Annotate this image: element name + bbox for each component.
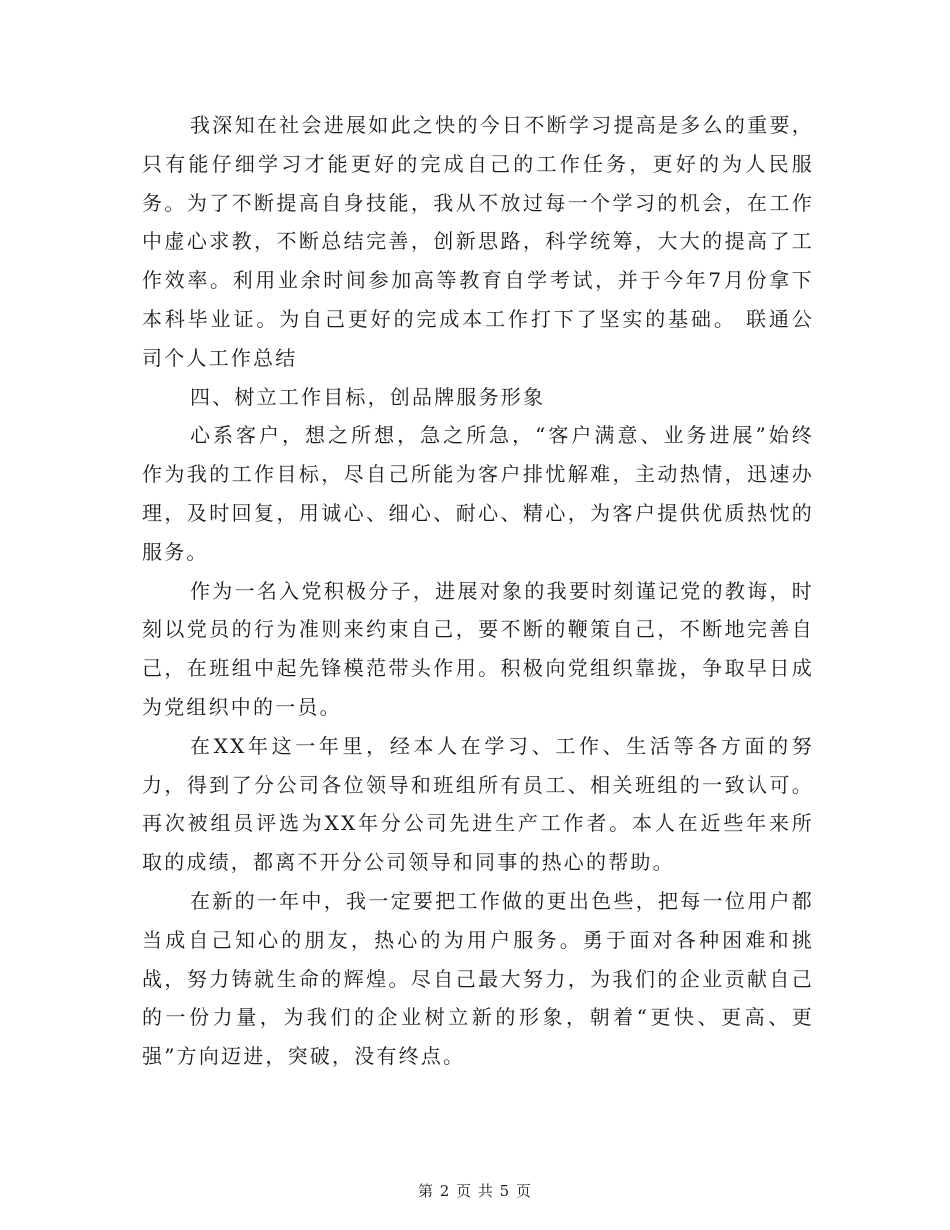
paragraph-study: 我深知在社会进展如此之快的今日不断学习提高是多么的重要，只有能仔细学习才能更好的完成自己的工作任务，更好的为人民服务。为了不断提高自身技能，我从不放过每一个学习的机会，在工作中虚心求教，不断总结完善，创新思路，科学统筹，大大的提高了工作效率。利用业余时间参加高等教育自学考试，并于今年7月份拿下本科毕业证。为自己更好的完成本工作打下了坚实的基础。 联通公司个人工作总结 (142, 113, 814, 370)
paragraph-customer: 心系客户，想之所想，急之所急，“客户满意、业务进展”始终作为我的工作目标，尽自己所能为客户排忧解难，主动热情，迅速办理，及时回复，用诚心、细心、耐心、精心，为客户提供优质热忱的服务。 (142, 423, 814, 564)
paragraph-new-year: 在新的一年中，我一定要把工作做的更出色些，把每一位用户都当成自己知心的朋友，热心的为用户服务。勇于面对各种困难和挑战，努力铸就生命的辉煌。尽自己最大努力，为我们的企业贡献自己的一份力量，为我们的企业树立新的形象，朝着“更快、更高、更强”方向迈进，突破，没有终点。 (142, 888, 814, 1069)
paragraph-year-review: 在XX年这一年里，经本人在学习、工作、生活等各方面的努力，得到了分公司各位领导和班组所有员工、相关班组的一致认可。再次被组员评选为XX年分公司先进生产工作者。本人在近些年来所取的成绩，都离不开分公司领导和同事的热心的帮助。 (142, 733, 814, 875)
section-heading: 四、树立工作目标，创品牌服务形象 (190, 384, 546, 409)
page-footer: 第 2 页 共 5 页 (418, 1182, 532, 1200)
paragraph-party: 作为一名入党积极分子，进展对象的我要时刻谨记党的教诲，时刻以党员的行为准则来约束自己，要不断的鞭策自己，不断地完善自己，在班组中起先锋模范带头作用。积极向党组织靠拢，争取早日成为党组织中的一员。 (142, 578, 814, 719)
document-body (142, 106, 814, 1076)
